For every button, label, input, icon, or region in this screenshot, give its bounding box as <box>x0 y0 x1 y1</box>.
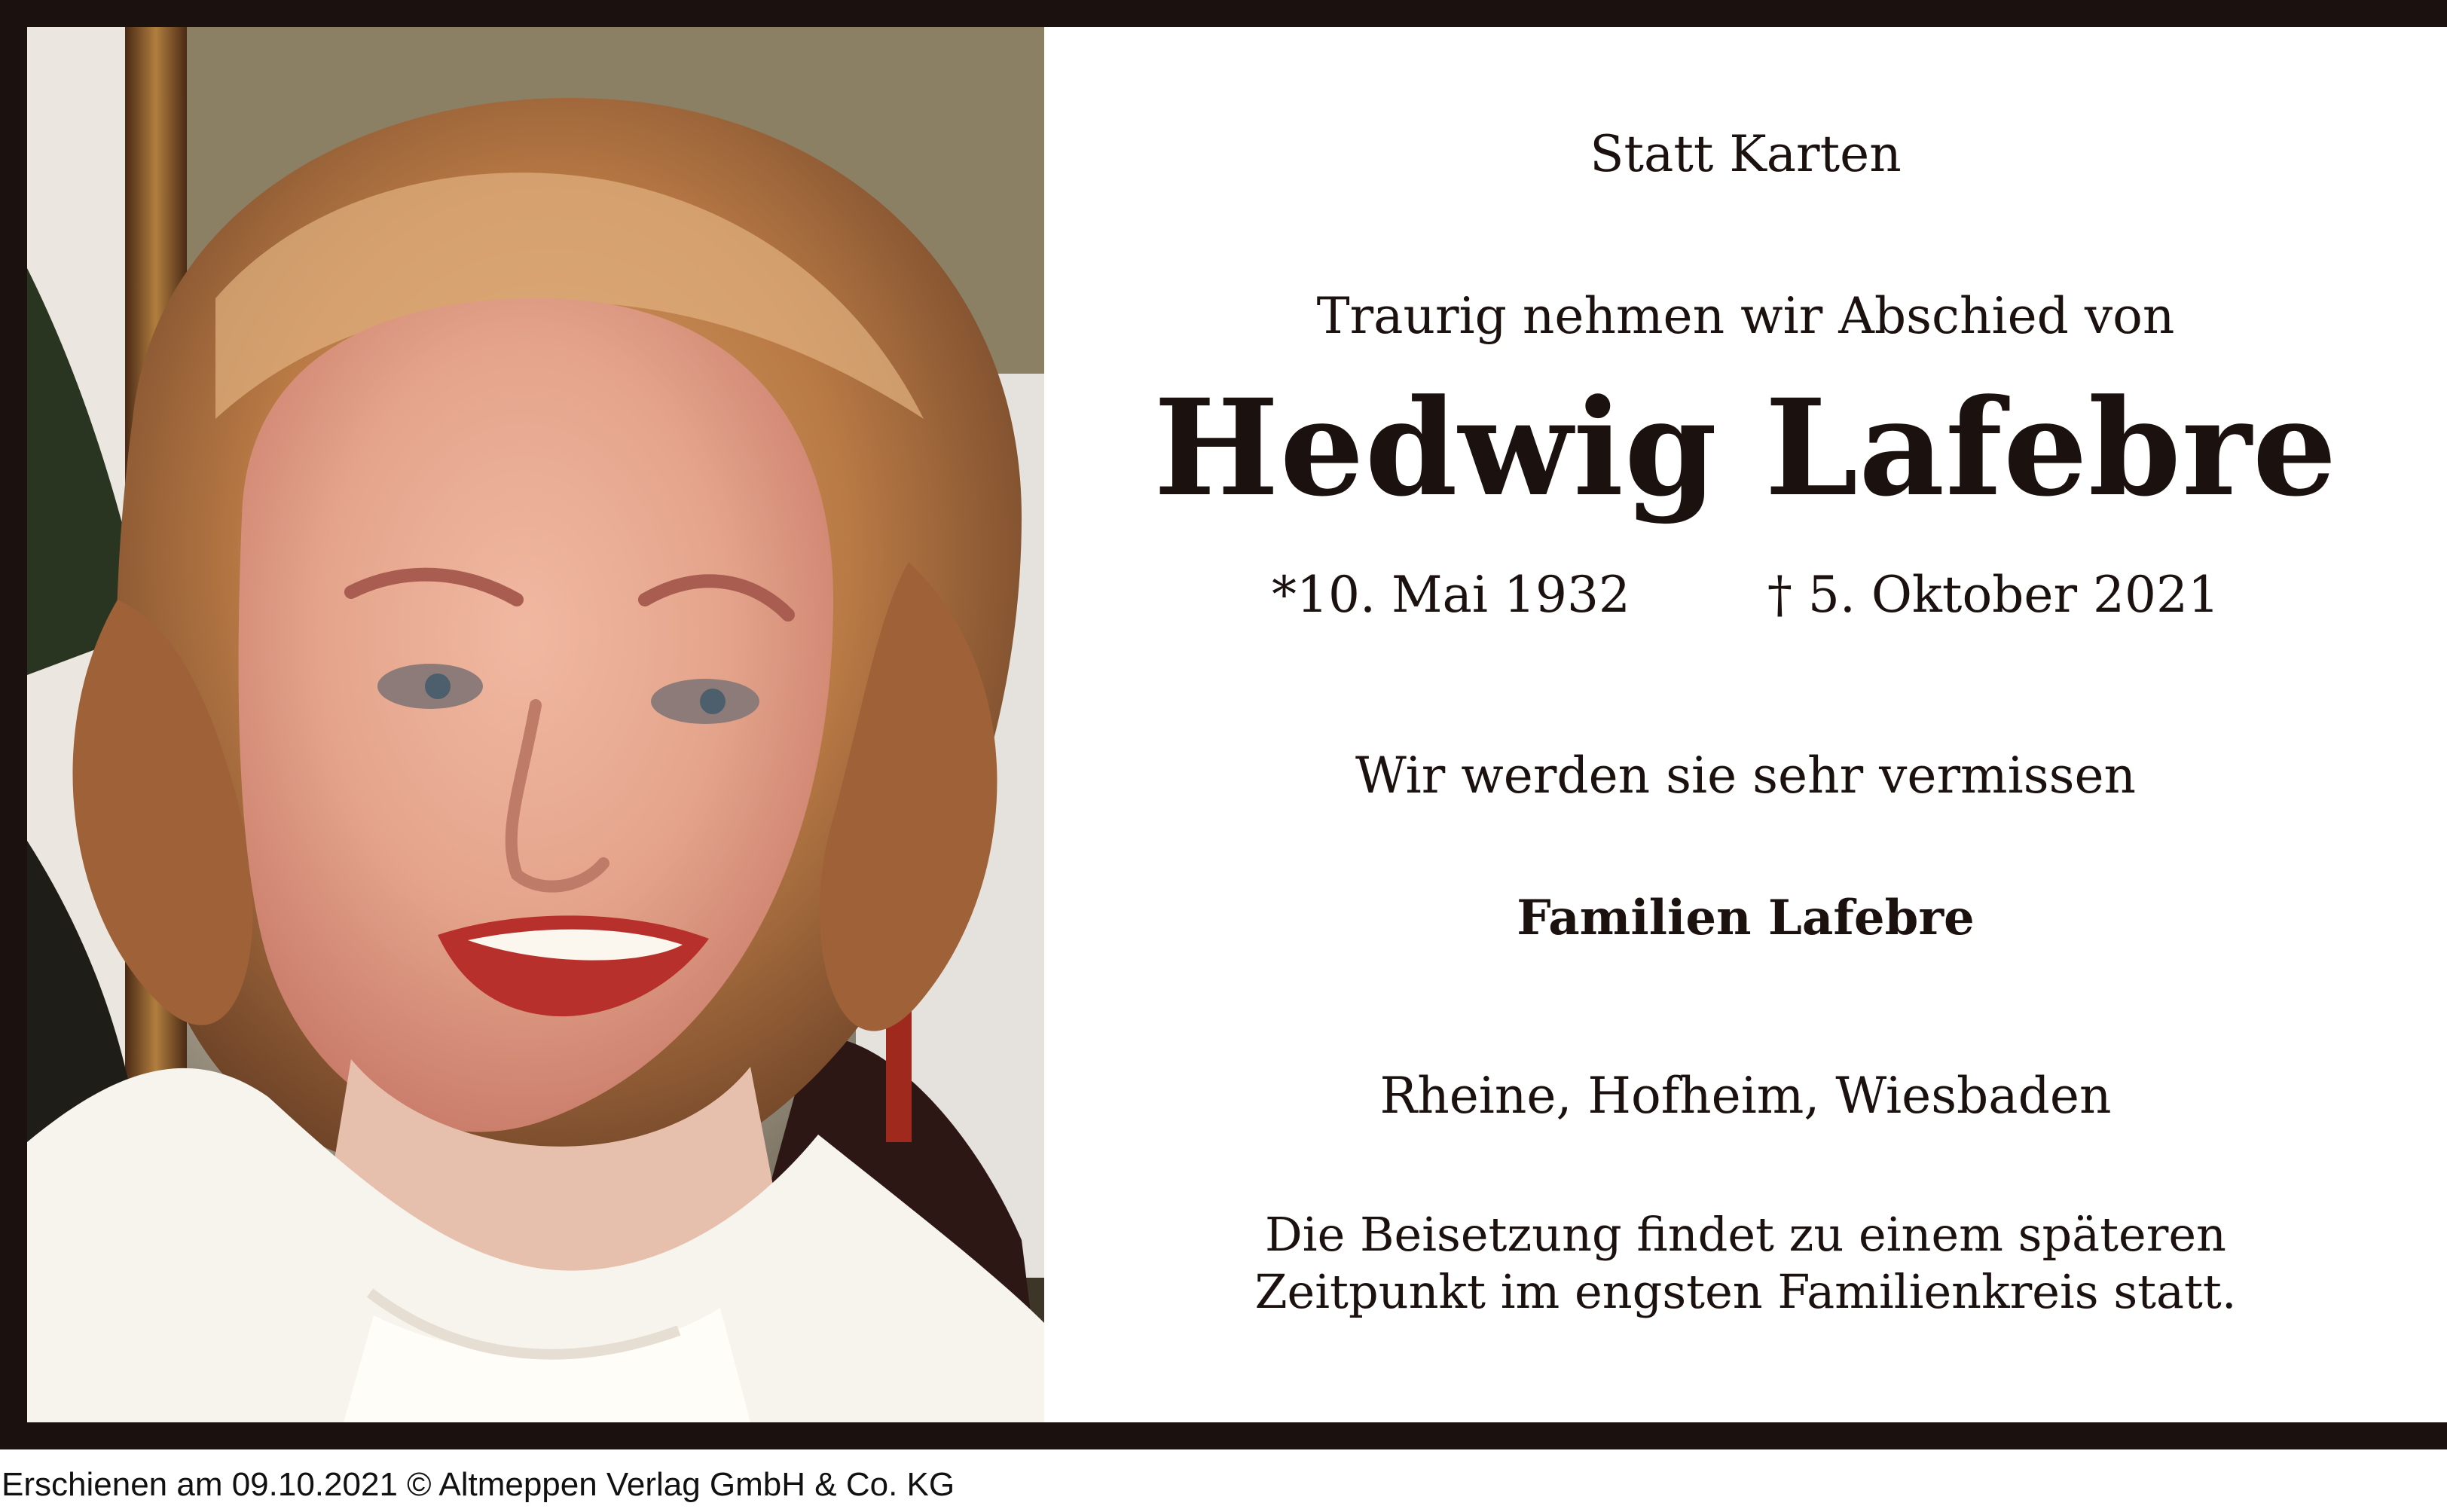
funeral-note-line-2: Zeitpunkt im engsten Familienkreis statt. <box>1254 1264 2237 1319</box>
family-locations: Rheine, Hofheim, Wiesbaden <box>1379 1067 2112 1125</box>
portrait-illustration <box>27 27 1044 1422</box>
funeral-note <box>1044 1206 2447 1321</box>
funeral-note-line-1: Die Beisetzung findet zu einem späteren <box>1265 1207 2226 1262</box>
statt-karten-text: Statt Karten <box>1590 125 1902 183</box>
portrait-photo <box>27 27 1044 1422</box>
life-dates <box>1044 566 2447 624</box>
deceased-name: Hedwig Lafebre <box>1153 370 2338 526</box>
remembrance-message: Wir werden sie sehr vermissen <box>1355 747 2137 805</box>
notice-text-panel <box>1044 27 2447 1422</box>
farewell-text: Traurig nehmen wir Abschied von <box>1316 287 2175 345</box>
death-date: † 5. Oktober 2021 <box>1767 566 2219 624</box>
publication-footer: Erschienen am 09.10.2021 © Altmeppen Verlag GmbH & Co. KG <box>2 1466 955 1503</box>
family-signature: Familien Lafebre <box>1517 890 1975 946</box>
birth-date: *10. Mai 1932 <box>1272 566 1630 624</box>
